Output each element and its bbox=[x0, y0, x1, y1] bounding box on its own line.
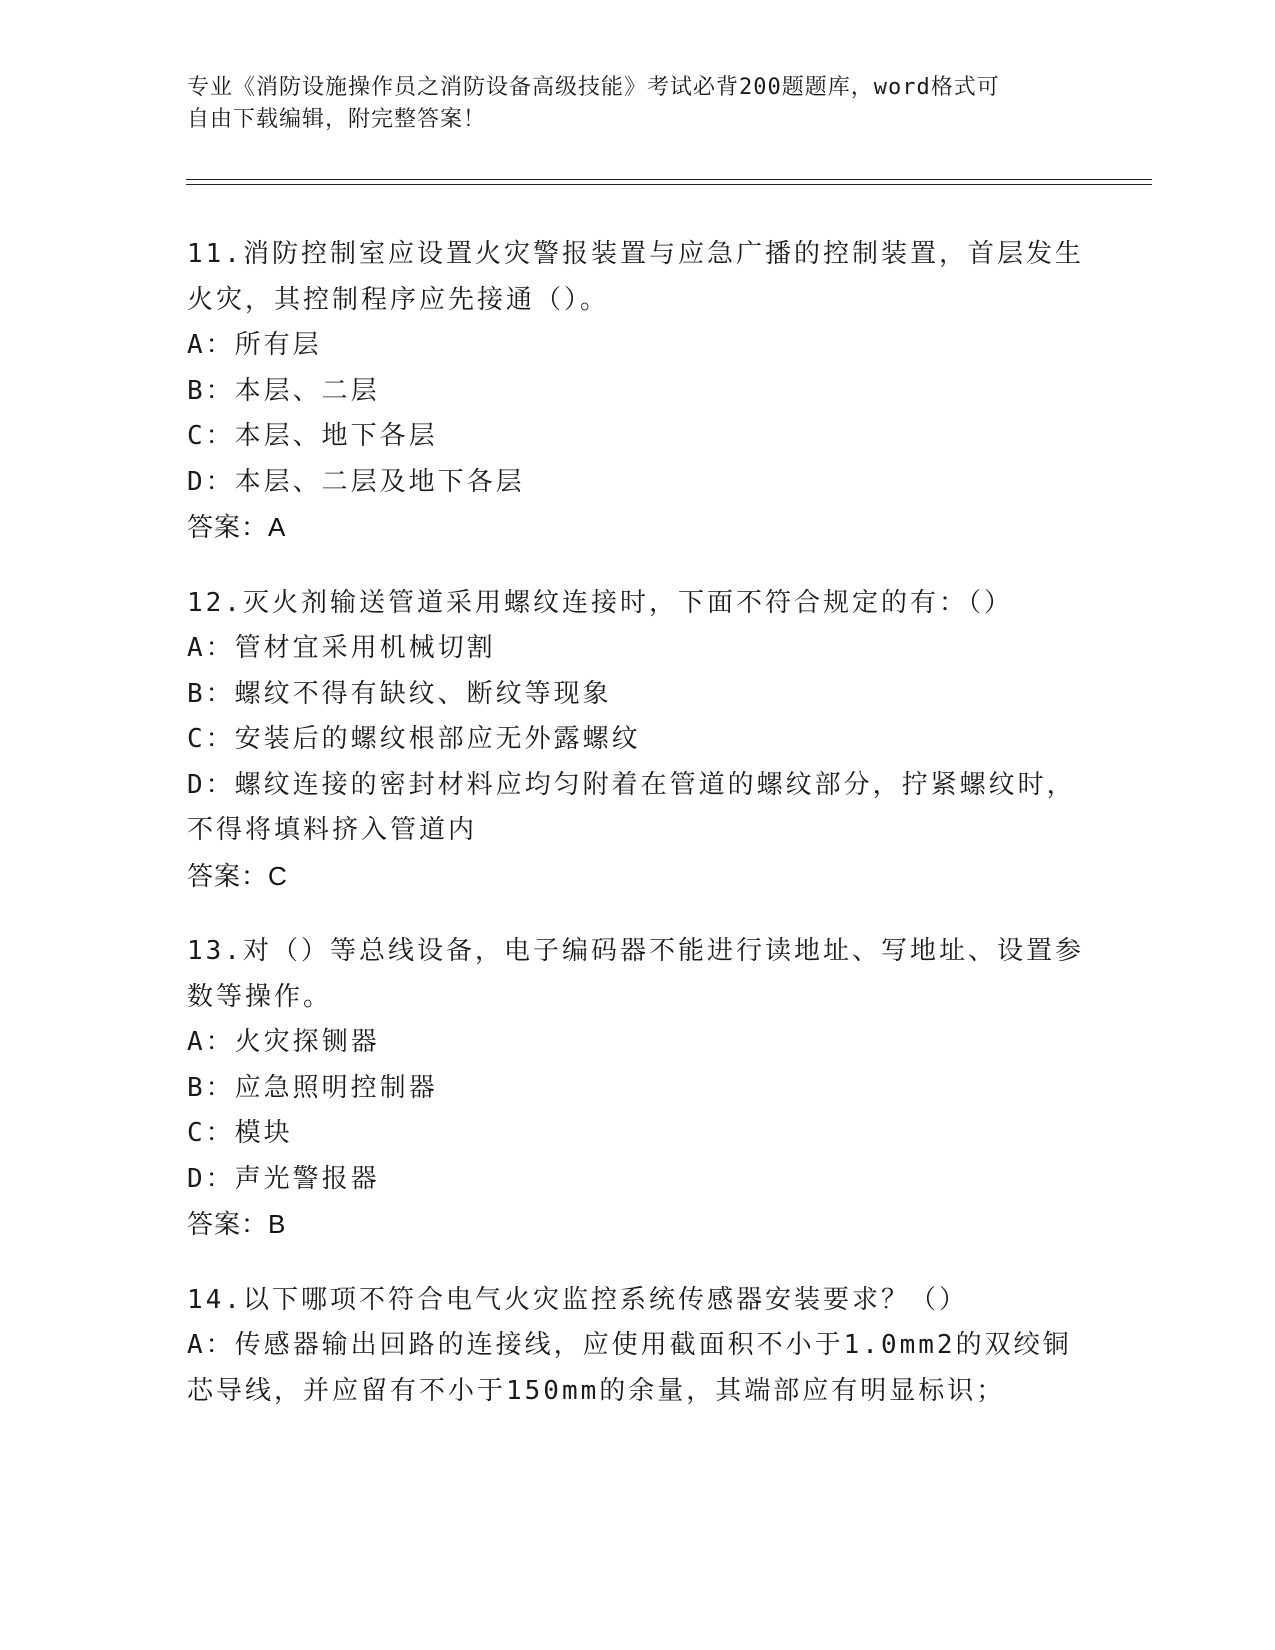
answer-line: 答案：C bbox=[187, 860, 288, 891]
header-line-1: 专业《消防设施操作员之消防设备高级技能》考试必背200题题库，word格式可 bbox=[187, 75, 1000, 100]
option-line: 不得将填料挤入管道内 bbox=[187, 815, 478, 845]
question-stem-line: 12.灭火剂输送管道采用螺纹连接时，下面不符合规定的有：（） bbox=[187, 587, 1013, 618]
question-block bbox=[187, 232, 1087, 551]
option-line: C：模块 bbox=[187, 1118, 293, 1148]
header-divider-top bbox=[186, 179, 1152, 180]
option-line: A：火灾探铡器 bbox=[187, 1027, 380, 1057]
option-line: D：声光警报器 bbox=[187, 1163, 380, 1194]
question-stem-line: 13.对（）等总线设备，电子编码器不能进行读地址、写地址、设置参 bbox=[187, 936, 1084, 966]
question-stem-line: 11.消防控制室应设置火灾警报装置与应急广播的控制装置，首层发生 bbox=[187, 239, 1084, 269]
option-line: B：螺纹不得有缺纹、断纹等现象 bbox=[187, 678, 612, 709]
question-block bbox=[187, 929, 1087, 1248]
option-line: B：本层、二层 bbox=[187, 375, 380, 406]
option-line: 芯导线，并应留有不小于150mm的余量，其端部应有明显标识； bbox=[187, 1375, 1006, 1406]
question-stem-line: 数等操作。 bbox=[187, 981, 333, 1012]
question-block bbox=[187, 1278, 1087, 1415]
answer-line: 答案：B bbox=[187, 1209, 287, 1239]
question-stem-line: 14.以下哪项不符合电气火灾监控系统传感器安装要求？（） bbox=[187, 1284, 968, 1315]
option-line: B：应急照明控制器 bbox=[187, 1072, 438, 1103]
option-line: A：管材宜采用机械切割 bbox=[187, 633, 496, 663]
question-stem-line: 火灾，其控制程序应先接通（）。 bbox=[187, 284, 610, 315]
option-line: D：螺纹连接的密封材料应均匀附着在管道的螺纹部分，拧紧螺纹时， bbox=[187, 769, 1076, 800]
header-line-2: 自由下载编辑，附完整答案！ bbox=[187, 107, 487, 132]
document-header bbox=[187, 72, 1077, 136]
option-line: D：本层、二层及地下各层 bbox=[187, 466, 525, 497]
header-divider-bottom bbox=[186, 184, 1152, 185]
question-block bbox=[187, 581, 1087, 900]
option-line: C：本层、地下各层 bbox=[187, 421, 438, 451]
option-line: C：安装后的螺纹根部应无外露螺纹 bbox=[187, 724, 641, 754]
option-line: A：传感器输出回路的连接线，应使用截面积不小于1.0mm2的双绞铜 bbox=[187, 1330, 1072, 1360]
option-line: A：所有层 bbox=[187, 330, 322, 360]
answer-line: 答案：A bbox=[187, 512, 287, 542]
question-list bbox=[187, 232, 1087, 1444]
